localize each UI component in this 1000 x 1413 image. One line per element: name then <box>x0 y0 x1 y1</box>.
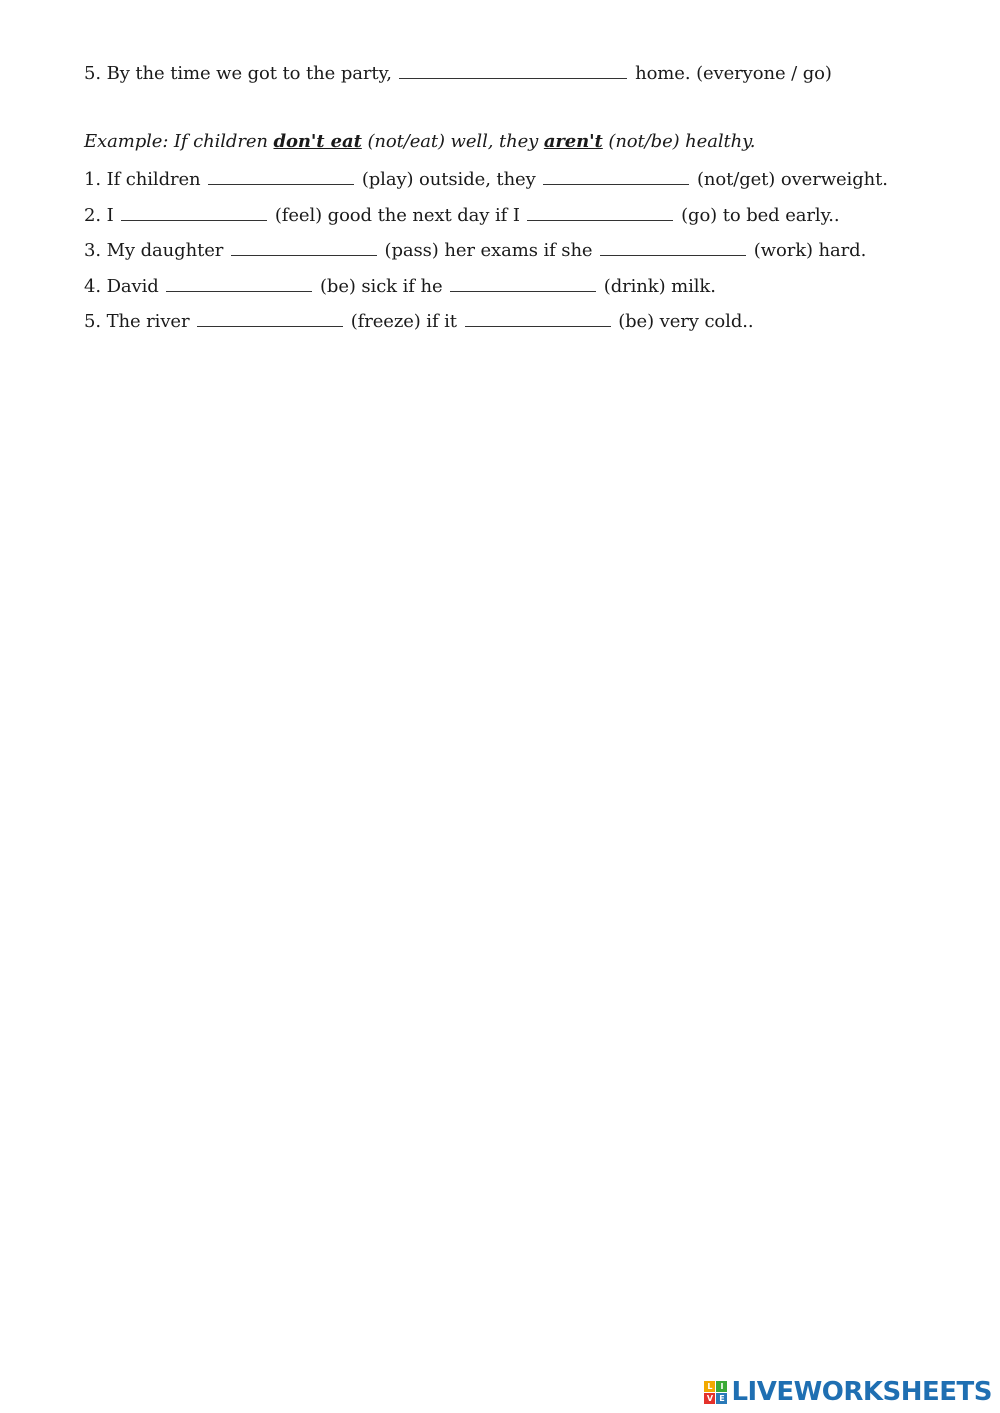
exercise-item-4 <box>84 274 716 298</box>
logo-tile: I <box>716 1381 727 1392</box>
answer-blank[interactable] <box>399 61 627 79</box>
item-text: (be) very cold.. <box>618 311 754 332</box>
example-answer: don't eat <box>273 131 362 152</box>
answer-blank[interactable] <box>231 238 377 256</box>
item-text: (freeze) if it <box>350 311 457 332</box>
example-text: (not/eat) well, they <box>367 131 539 152</box>
item-text: 3. My daughter <box>84 240 224 261</box>
exercise-item-top <box>84 61 832 85</box>
answer-blank[interactable] <box>543 167 689 185</box>
answer-blank[interactable] <box>197 309 343 327</box>
exercise-item-3 <box>84 238 866 262</box>
item-text: 2. I <box>84 205 114 226</box>
answer-blank[interactable] <box>600 238 746 256</box>
item-text: 1. If children <box>84 169 201 190</box>
item-text: 4. David <box>84 276 159 297</box>
logo-text: LIVEWORKSHEETS <box>731 1377 992 1407</box>
exercise-item-1 <box>84 167 888 191</box>
item-text: (work) hard. <box>753 240 867 261</box>
item-text: (feel) good the next day if I <box>274 205 520 226</box>
answer-blank[interactable] <box>465 309 611 327</box>
item-text: (play) outside, they <box>361 169 536 190</box>
item-text: 5. By the time we got to the party, <box>84 63 392 84</box>
answer-blank[interactable] <box>527 203 673 221</box>
liveworksheets-logo <box>704 1375 992 1409</box>
logo-tiles-icon <box>704 1381 727 1404</box>
logo-tile: E <box>716 1393 727 1404</box>
answer-blank[interactable] <box>121 203 267 221</box>
item-text: (be) sick if he <box>319 276 443 297</box>
exercise-item-2 <box>84 203 840 227</box>
item-text: (pass) her exams if she <box>384 240 593 261</box>
exercise-item-5 <box>84 309 754 333</box>
item-text: (drink) milk. <box>603 276 716 297</box>
logo-tile: V <box>704 1393 715 1404</box>
answer-blank[interactable] <box>166 274 312 292</box>
item-text: 5. The river <box>84 311 190 332</box>
example-text: (not/be) healthy. <box>608 131 756 152</box>
example-text: Example: If children <box>84 131 268 152</box>
item-text: (not/get) overweight. <box>696 169 888 190</box>
example-sentence <box>84 131 755 153</box>
example-answer: aren't <box>543 131 603 152</box>
answer-blank[interactable] <box>208 167 354 185</box>
item-text: (go) to bed early.. <box>681 205 840 226</box>
logo-tile: L <box>704 1381 715 1392</box>
answer-blank[interactable] <box>450 274 596 292</box>
item-text: home. (everyone / go) <box>635 63 832 84</box>
